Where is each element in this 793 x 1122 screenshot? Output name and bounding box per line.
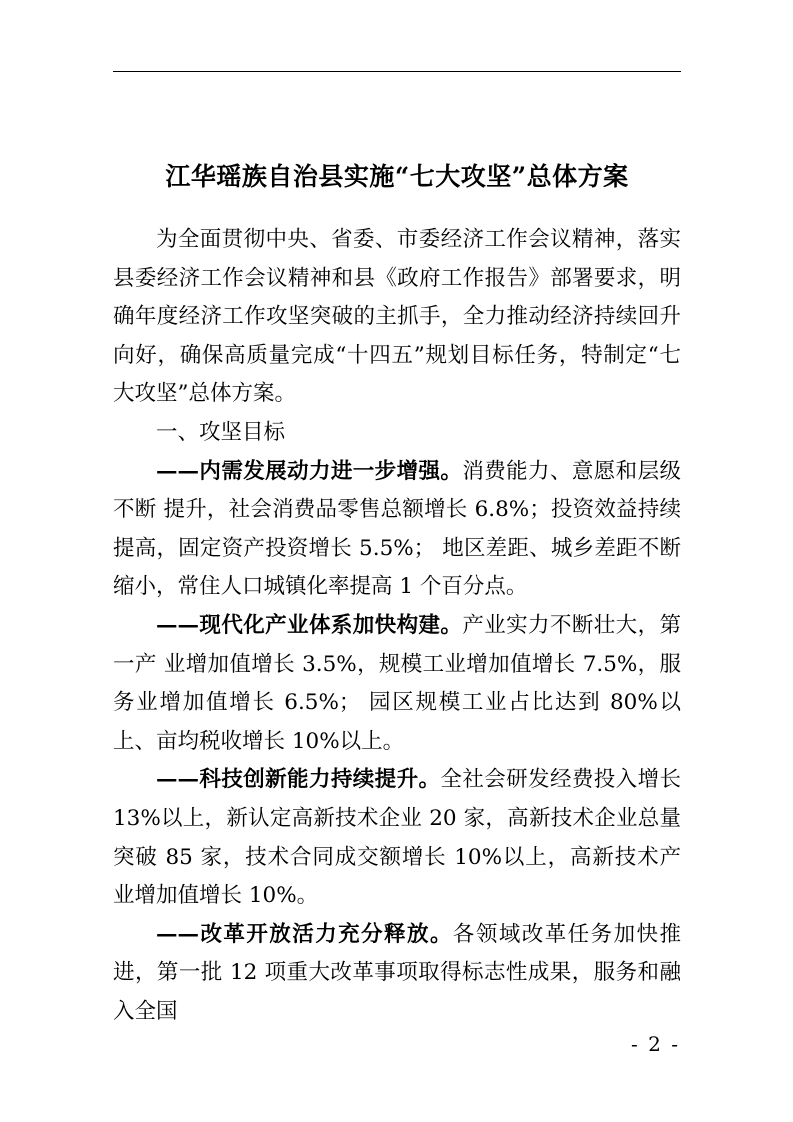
target-text: 消费能力、意愿和层级不断 提升，社会消费品零售总额增长 6.8%；投资效益持续提高，固定资产投资增长 5.5%； 地区差距、城乡差距不断缩小，常住人口城镇化率提高 1 个百分点。	[113, 458, 681, 600]
target-lead: ——现代化产业体系加快构建。	[156, 612, 463, 638]
target-text: 各领域改革任务加快推进，第一批 12 项重大改革事项取得标志性成果，服务和融入全国	[113, 921, 681, 1024]
section-heading: 一、攻坚目标	[156, 419, 286, 445]
target-lead: ——内需发展动力进一步增强。	[156, 458, 463, 484]
intro-paragraph: 为全面贯彻中央、省委、市委经济工作会议精神，落实县委经济工作会议精神和县《政府工作报告》部署要求，明确年度经济工作攻坚突破的主抓手，全力推动经济持续回升向好，确保高质量完成“十四五”规划目标任务，特制定“七大攻坚”总体方案。	[113, 227, 681, 407]
target-lead: ——改革开放活力充分释放。	[156, 921, 453, 947]
header-rule	[113, 71, 681, 72]
page-number: - 2 -	[631, 1032, 680, 1056]
target-text: 产业实力不断壮大，第一产 业增加值增长 3.5%，规模工业增加值增长 7.5%，服务业增加值增长 6.5%； 园区规模工业占比达到 80%以上、亩均税收增长 10%以上。	[113, 612, 681, 754]
target-paragraph	[113, 453, 681, 607]
document-body	[113, 221, 681, 1031]
target-text: 全社会研发经费投入增长 13%以上，新认定高新技术企业 20 家，高新技术企业总量突破 85 家，技术合同成交额增长 10%以上，高新技术产业增加值增长 10%。	[113, 767, 681, 909]
target-paragraph	[113, 916, 681, 1032]
document-title: 江华瑶族自治县实施“七大攻坚”总体方案	[165, 161, 629, 191]
target-lead: ——科技创新能力持续提升。	[156, 767, 441, 793]
target-paragraph	[113, 761, 681, 915]
target-paragraph	[113, 607, 681, 761]
